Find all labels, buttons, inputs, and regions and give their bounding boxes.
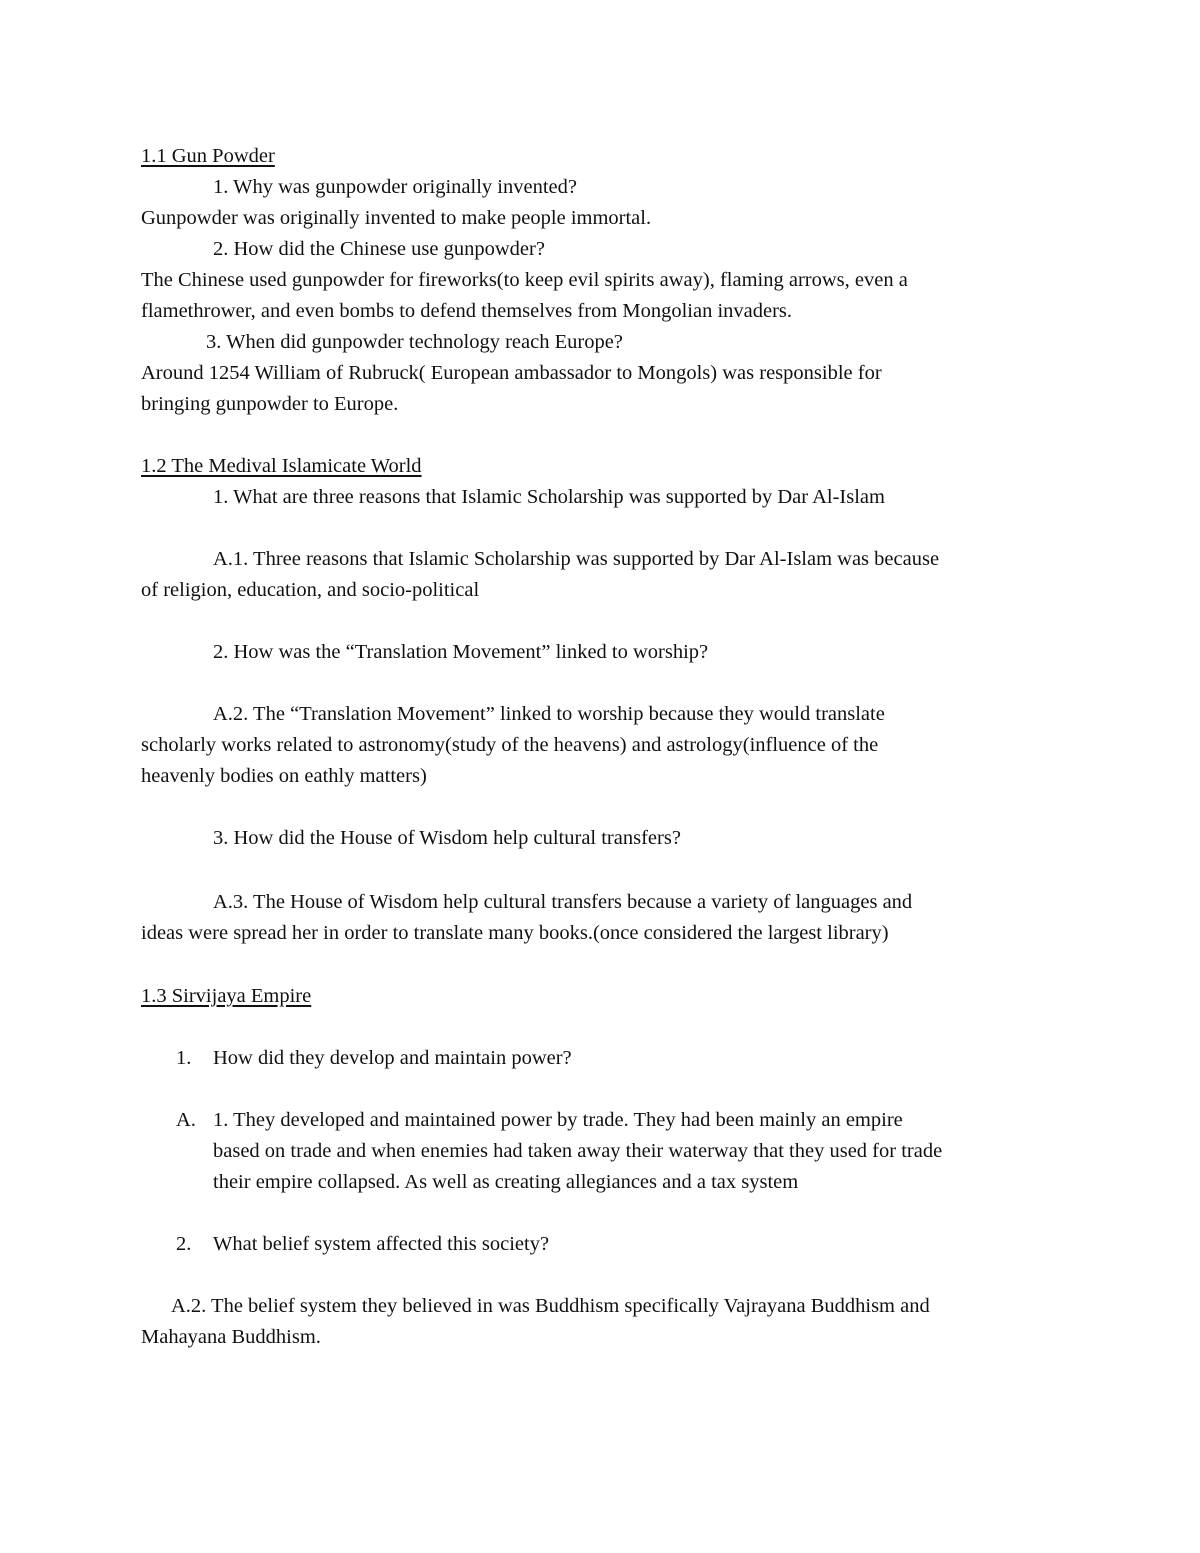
answer-2-2-line3: heavenly bodies on eathly matters): [141, 765, 427, 787]
answer-1-2-line2: flamethrower, and even bombs to defend themselves from Mongolian invaders.: [141, 300, 793, 322]
answer-2-1-line2: of religion, education, and socio-political: [141, 579, 480, 601]
answer-2-2-line2: scholarly works related to astronomy(study of the heavens) and astrology(influence of the: [141, 734, 879, 756]
answer-3-1-line2: based on trade and when enemies had taken away their waterway that they used for trade: [213, 1140, 943, 1162]
question-3-1-number: 1.: [176, 1047, 192, 1069]
question-3-1: How did they develop and maintain power?: [213, 1047, 572, 1069]
answer-3-2-line2: Mahayana Buddhism.: [141, 1326, 321, 1348]
answer-3-1-line1: 1. They developed and maintained power by trade. They had been mainly an empire: [213, 1109, 903, 1131]
answer-2-3-line1: A.3. The House of Wisdom help cultural transfers because a variety of languages and: [213, 891, 913, 913]
section-heading-sirvijaya: 1.3 Sirvijaya Empire: [141, 985, 312, 1007]
question-2-3: 3. How did the House of Wisdom help cultural transfers?: [213, 827, 681, 849]
answer-1-2-line1: The Chinese used gunpowder for fireworks(to keep evil spirits away), flaming arrows, even a: [141, 269, 908, 291]
answer-1-1: Gunpowder was originally invented to make people immortal.: [141, 207, 652, 229]
question-3-2: What belief system affected this society?: [213, 1233, 550, 1255]
answer-2-1-line1: A.1. Three reasons that Islamic Scholarship was supported by Dar Al-Islam was because: [213, 548, 940, 570]
question-1-2: 2. How did the Chinese use gunpowder?: [213, 238, 545, 260]
answer-1-3-line2: bringing gunpowder to Europe.: [141, 393, 399, 415]
question-1-3: 3. When did gunpowder technology reach Europe?: [206, 331, 623, 353]
answer-1-3-line1: Around 1254 William of Rubruck( European ambassador to Mongols) was responsible for: [141, 362, 882, 384]
answer-2-3-line2: ideas were spread her in order to translate many books.(once considered the largest library): [141, 922, 889, 944]
section-heading-gunpowder: 1.1 Gun Powder: [141, 145, 275, 167]
question-2-1: 1. What are three reasons that Islamic Scholarship was supported by Dar Al-Islam: [213, 486, 885, 508]
answer-2-2-line1: A.2. The “Translation Movement” linked to worship because they would translate: [213, 703, 885, 725]
answer-3-1-line3: their empire collapsed. As well as creating allegiances and a tax system: [213, 1171, 799, 1193]
answer-3-1-marker: A.: [176, 1109, 196, 1131]
answer-3-2-line1: A.2. The belief system they believed in was Buddhism specifically Vajrayana Buddhism and: [171, 1295, 930, 1317]
section-heading-islamicate: 1.2 The Medival Islamicate World: [141, 455, 422, 477]
question-3-2-number: 2.: [176, 1233, 192, 1255]
question-2-2: 2. How was the “Translation Movement” linked to worship?: [213, 641, 709, 663]
question-1-1: 1. Why was gunpowder originally invented?: [213, 176, 577, 198]
